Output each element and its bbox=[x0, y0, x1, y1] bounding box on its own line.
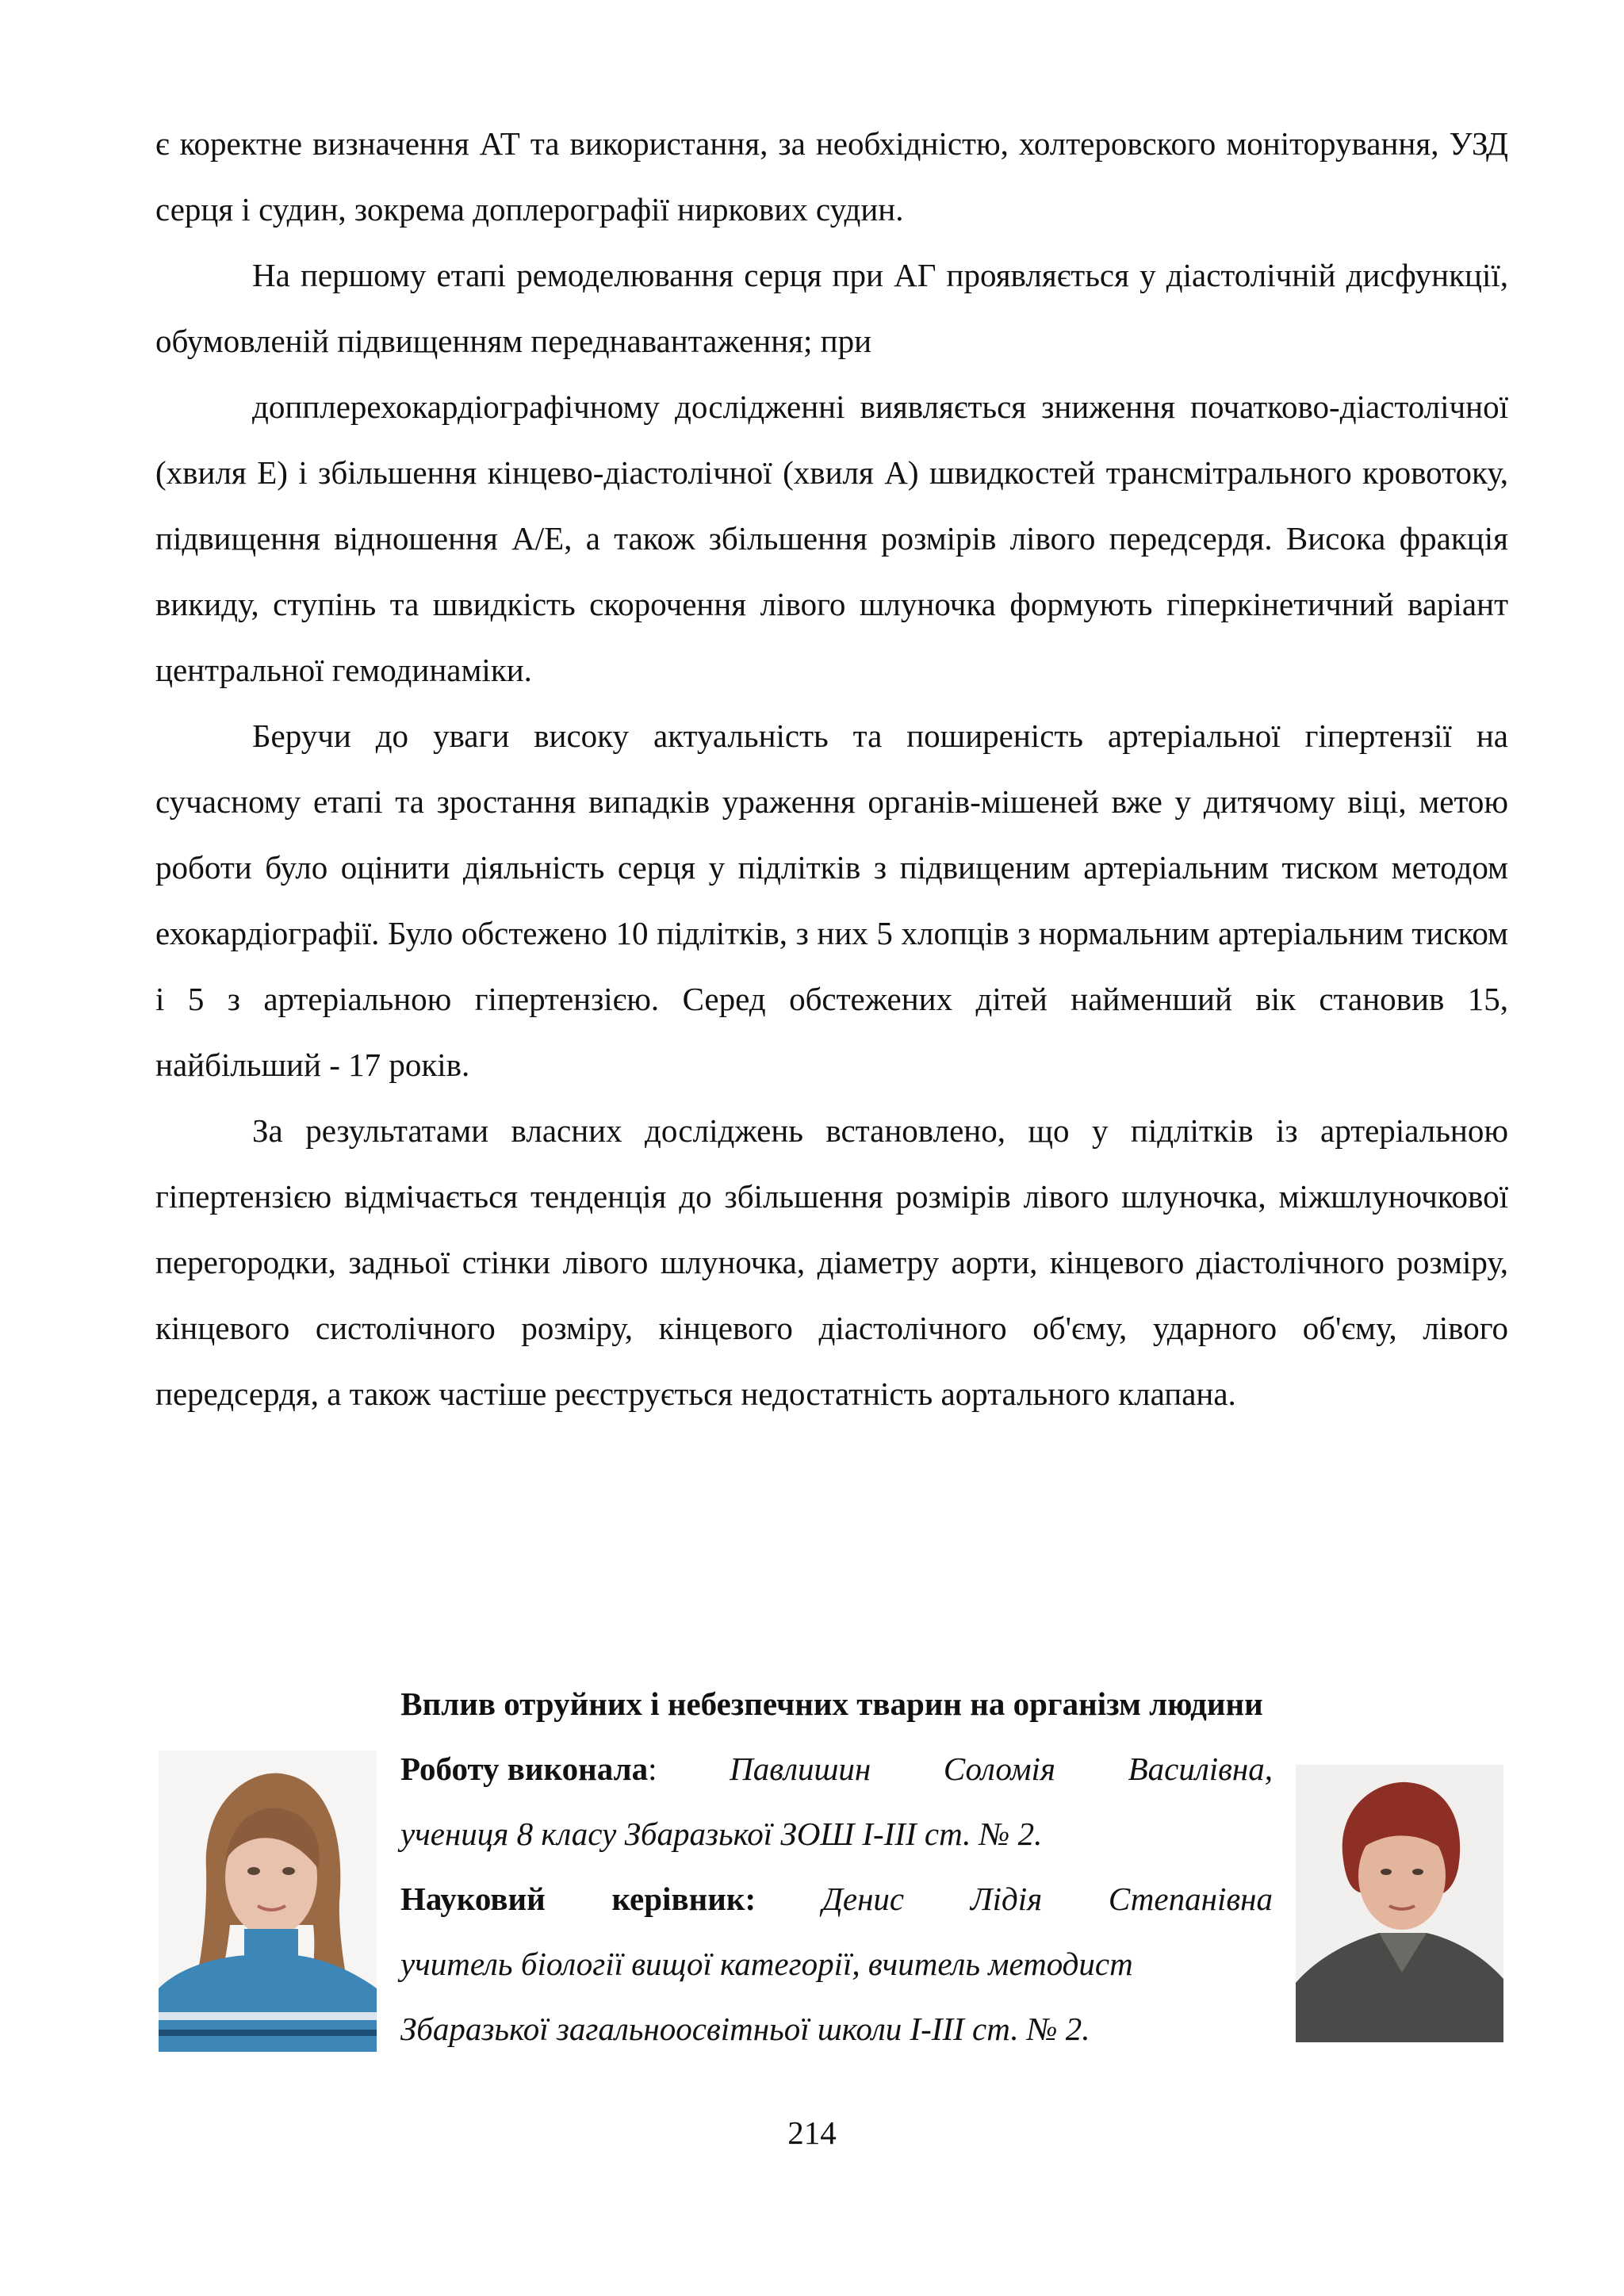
author-line bbox=[400, 1736, 1273, 1801]
supervisor-description-line-1: учитель біології вищої категорії, вчитель методист bbox=[400, 1946, 1133, 1982]
author-label-colon: : bbox=[648, 1751, 657, 1787]
paragraph-2: На першому етапі ремоделювання серця при АГ проявляється у діастолічній дисфункції, обумовленій підвищенням переднавантаження; при bbox=[155, 257, 1508, 359]
article-heading: Вплив отруйних і небезпечних тварин на організм людини bbox=[400, 1686, 1263, 1722]
page-number: 214 bbox=[787, 2114, 837, 2151]
paragraph-5: За результатами власних досліджень встановлено, що у підлітків із артеріальною гіпертензією відмічається тенденція до збільшення розмірів лівого шлуночка, міжшлуночкової перегородки, задньої стінки лівого шлуночка, діаметру аорти, кінцевого діастолічного розміру, кінцевого систолічного розміру, кінцевого діастолічного об'єму, ударного об'єму, лівого передсердя, а також частіше реєструється недостатність аортального клапана. bbox=[155, 1112, 1508, 1412]
paragraph-3: допплерехокардіографічному дослідженні виявляється зниження початково-діастолічної (хвиля Е) і збільшення кінцево-діастолічної (хвиля А) швидкостей трансмітрального кровотоку, підвищення відношення А/Е, а також збільшення розмірів лівого передсердя. Висока фракція викиду, ступінь та швидкість скорочення лівого шлуночка формують гіперкінетичний варіант центральної гемодинаміки. bbox=[155, 388, 1508, 688]
supervisor-description-line-2: Збаразької загальноосвітньої школи І-ІІІ ст. № 2. bbox=[400, 2011, 1090, 2047]
author-label: Роботу виконала bbox=[400, 1751, 649, 1787]
supervisor-name-word: Степанівна bbox=[1108, 1881, 1273, 1917]
supervisor-name-word: Лідія bbox=[970, 1881, 1043, 1917]
supervisor-label-word: Науковий bbox=[400, 1881, 546, 1917]
author-description: учениця 8 класу Збаразької ЗОШ І-ІІІ ст. № 2. bbox=[400, 1816, 1043, 1852]
supervisor-line bbox=[400, 1866, 1273, 1931]
supervisor-label-word: керівник: bbox=[611, 1881, 756, 1917]
supervisor-name-word: Денис bbox=[822, 1881, 905, 1917]
author-name-word: Павлишин bbox=[730, 1751, 871, 1787]
supervisor-photo bbox=[1296, 1765, 1503, 2042]
student-photo bbox=[159, 1751, 377, 2052]
paragraph-4: Беручи до уваги високу актуальність та поширеність артеріальної гіпертензії на сучасному етапі та зростання випадків ураження органів-мішеней вже у дитячому віці, метою роботи було оцінити діяльність серця у підлітків з підвищеним артеріальним тиском методом ехокардіографії. Було обстежено 10 підлітків, з них 5 хлопців з нормальним артеріальним тиском і 5 з артеріальною гіпертензією. Серед обстежених дітей найменший вік становив 15, найбільший - 17 років. bbox=[155, 718, 1508, 1083]
author-name-word: Соломія bbox=[943, 1751, 1055, 1787]
paragraph-1: є коректне визначення АТ та використання, за необхідністю, холтеровского моніторування, УЗД серця і судин, зокрема доплерографії ниркових судин. bbox=[155, 125, 1508, 228]
supervisor-portrait-image bbox=[1296, 1765, 1503, 2042]
body-text bbox=[155, 111, 1508, 1427]
author-name-word: Василівна, bbox=[1128, 1751, 1273, 1787]
author-label-group bbox=[400, 1736, 657, 1801]
student-portrait-image bbox=[159, 1751, 377, 2052]
credits-block bbox=[400, 1736, 1273, 2061]
